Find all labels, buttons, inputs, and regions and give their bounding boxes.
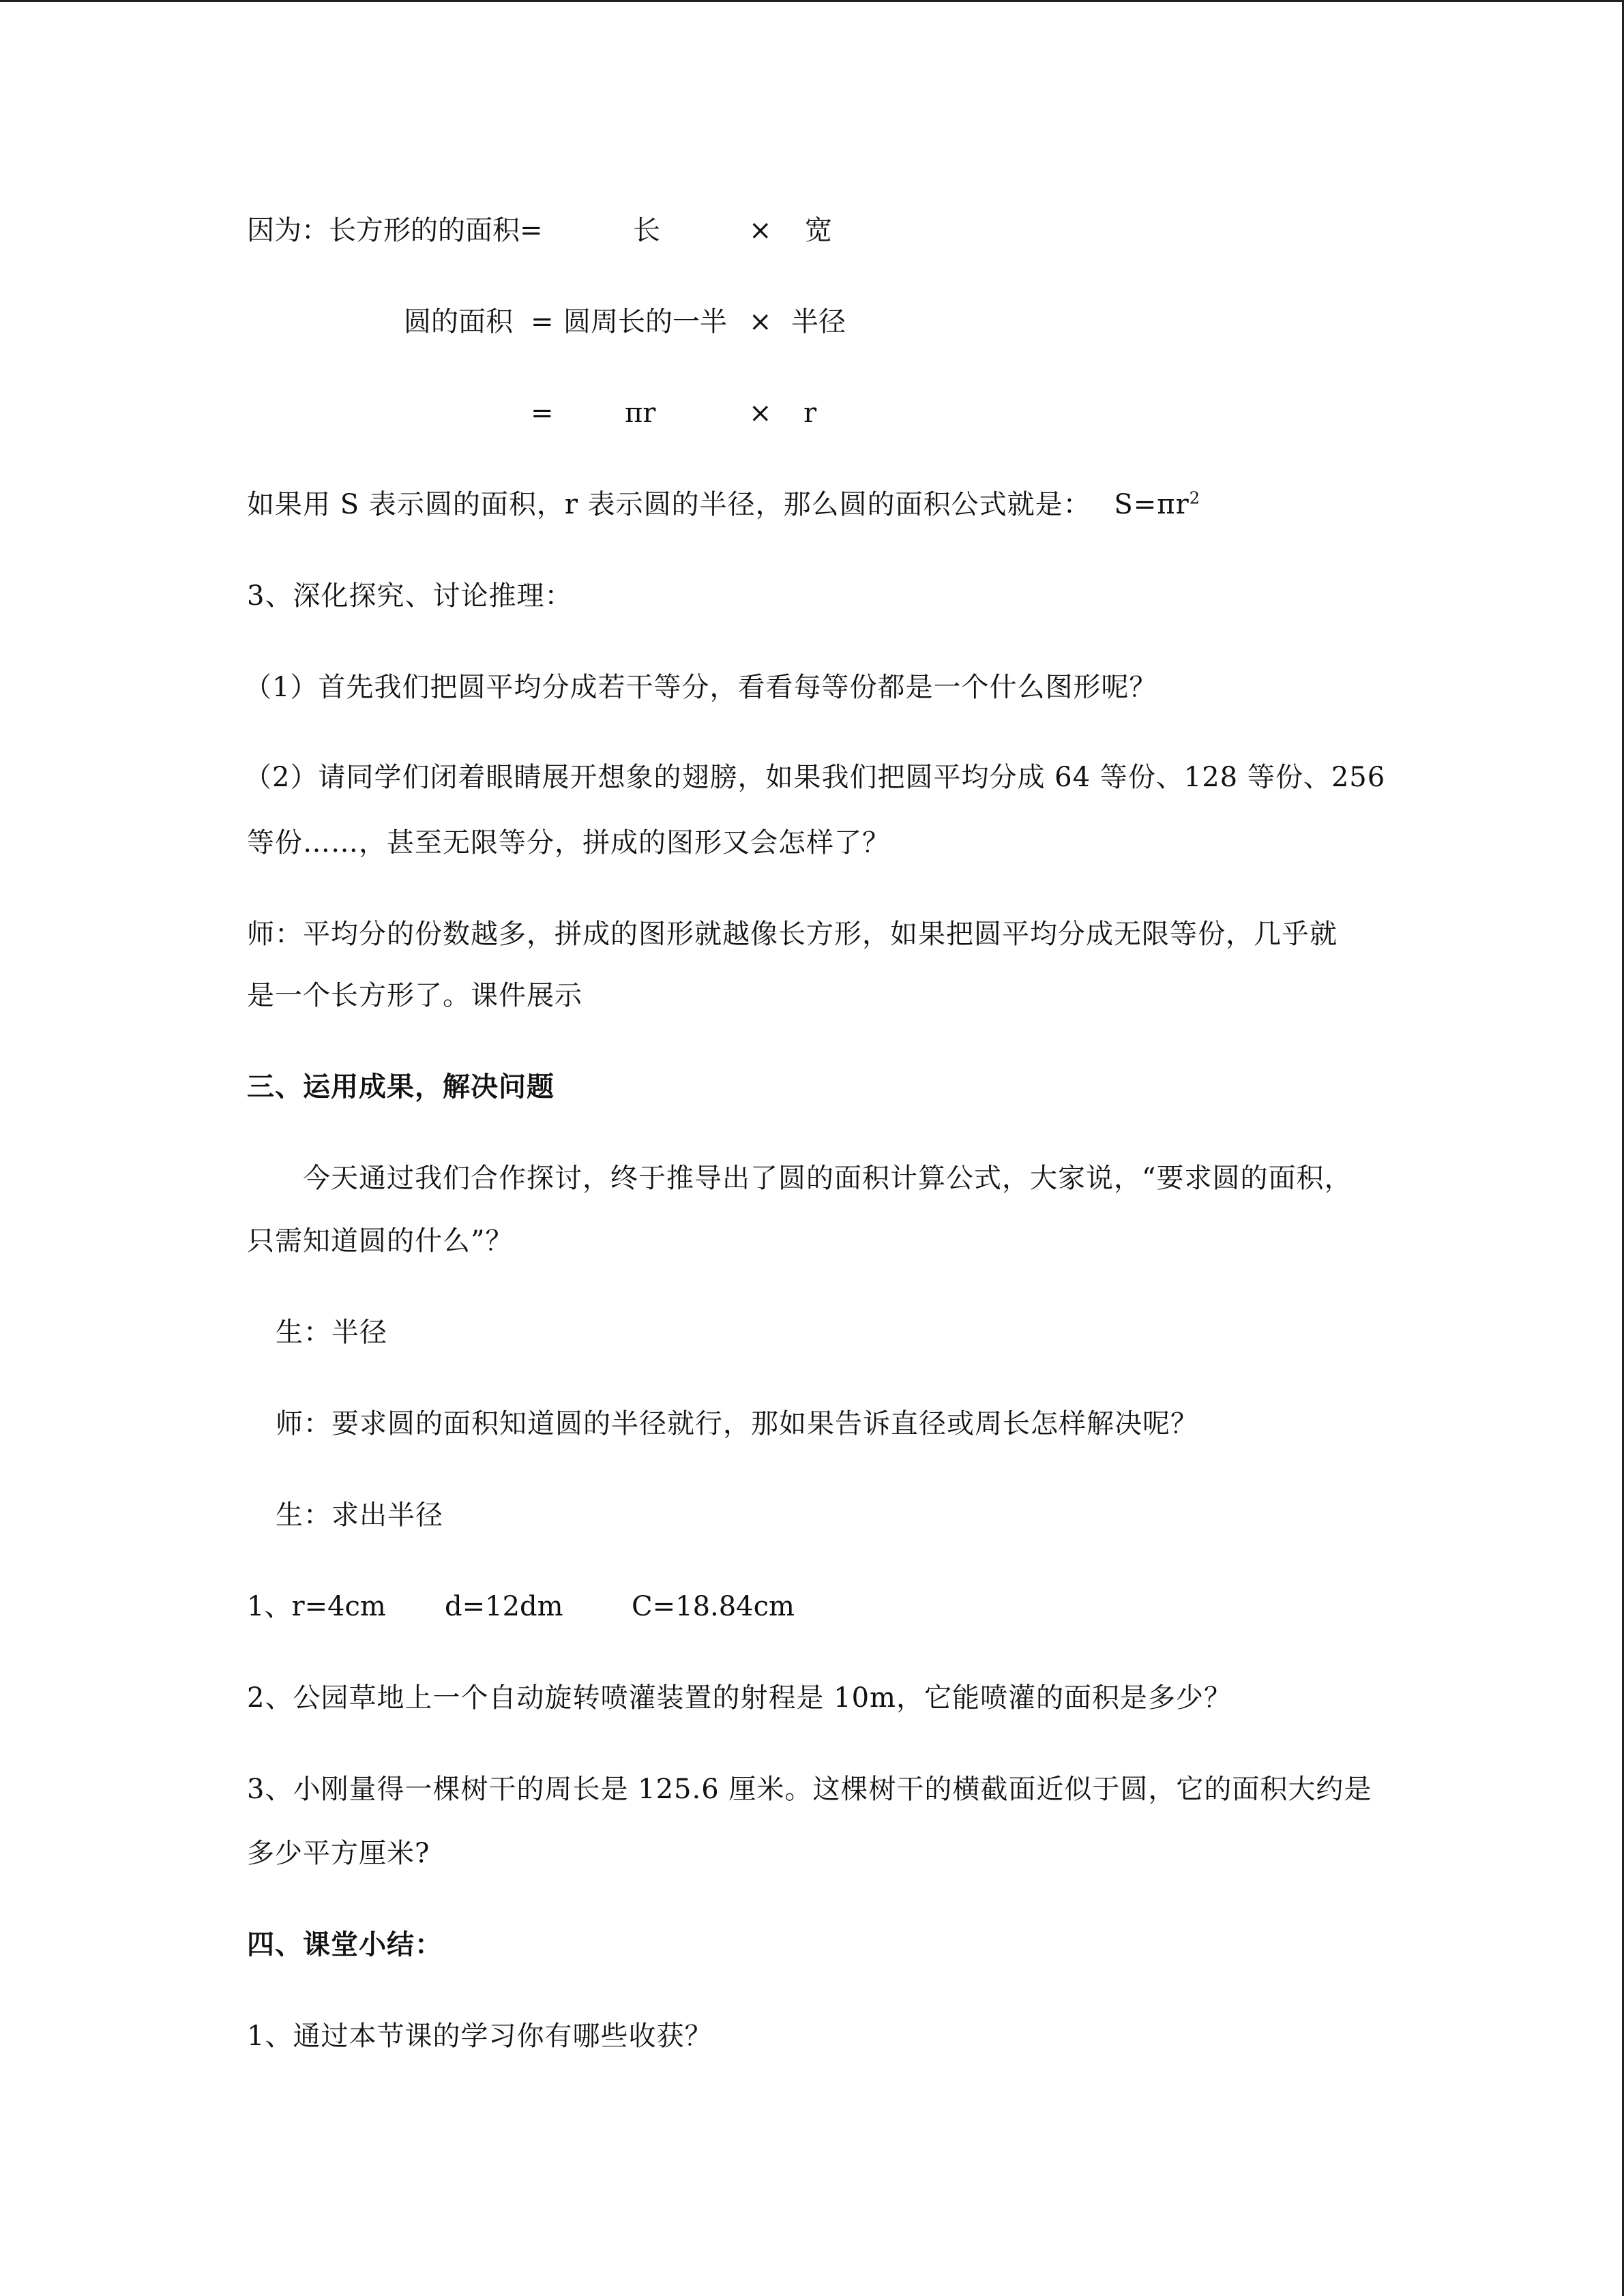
formula-row3-times: × xyxy=(749,398,772,429)
part3-heading: 三、运用成果，解决问题 xyxy=(247,1071,555,1103)
exercise1-radius: 1、r=4cm xyxy=(247,1591,386,1622)
exercise2: 2、公园草地上一个自动旋转喷灌装置的射程是 10m，它能喷灌的面积是多少？ xyxy=(247,1682,1232,1714)
formula-row1-lead: 因为：长方形的的面积= xyxy=(247,215,543,246)
section3-question1: （1）首先我们把圆平均分成若干等分，看看每等份都是一个什么图形呢？ xyxy=(244,672,1157,703)
part3-intro-line2: 只需知道圆的什么”？ xyxy=(247,1225,514,1257)
formula-row3-equals: = xyxy=(531,398,554,429)
area-formula-base: S=πr xyxy=(1114,489,1190,520)
exercise3-line2: 多少平方厘米? xyxy=(247,1838,430,1869)
student-answer-find-radius: 生：求出半径 xyxy=(276,1500,443,1531)
formula-row1-width: 宽 xyxy=(805,215,832,246)
formula-row2-lead: 圆的面积 xyxy=(404,306,513,338)
area-formula-exponent: 2 xyxy=(1189,488,1200,508)
formula-row1-length: 长 xyxy=(633,215,660,246)
summary-question1: 1、通过本节课的学习你有哪些收获？ xyxy=(247,2021,713,2052)
exercise3-line1: 3、小刚量得一棵树干的周长是 125.6 厘米。这棵树干的横截面近似于圆，它的面积大约是 xyxy=(247,1774,1372,1805)
formula-row3-pi-r: πr xyxy=(625,398,656,429)
formula-row3-r: r xyxy=(803,398,817,429)
exercise1-diameter: d=12dm xyxy=(445,1591,563,1622)
section3-question2-line2: 等份……，甚至无限等分，拼成的图形又会怎样了？ xyxy=(247,827,890,859)
teacher-remark-line1: 师：平均分的份数越多，拼成的图形就越像长方形，如果把圆平均分成无限等份，几乎就 xyxy=(247,919,1338,950)
formula-row2-radius: 半径 xyxy=(791,306,846,338)
formula-row2-equals: = xyxy=(531,306,554,338)
part4-heading: 四、课堂小结： xyxy=(247,1928,443,1960)
formula-statement-text: 如果用 S 表示圆的面积，r 表示圆的半径，那么圆的面积公式就是： xyxy=(247,489,1091,520)
formula-row1-times: × xyxy=(749,215,772,246)
formula-row2-times: × xyxy=(749,306,772,338)
teacher-remark-line2: 是一个长方形了。课件展示 xyxy=(247,980,582,1011)
section3-question2-line1: （2）请同学们闭着眼睛展开想象的翅膀，如果我们把圆平均分成 64 等份、128 等份、256 xyxy=(244,762,1386,793)
formula-row2-half-circumference: 圆周长的一半 xyxy=(563,306,727,338)
exercise1-circumference: C=18.84cm xyxy=(632,1591,795,1622)
student-answer-radius: 生：半径 xyxy=(276,1317,387,1348)
section3-heading: 3、深化探究、讨论推理： xyxy=(247,580,573,612)
formula-statement xyxy=(247,486,1200,523)
part3-intro-line1: 今天通过我们合作探讨，终于推导出了圆的面积计算公式，大家说，“要求圆的面积， xyxy=(303,1163,1353,1194)
area-formula xyxy=(1114,489,1200,520)
teacher-question-diameter: 师：要求圆的面积知道圆的半径就行，那如果告诉直径或周长怎样解决呢？ xyxy=(276,1408,1198,1440)
